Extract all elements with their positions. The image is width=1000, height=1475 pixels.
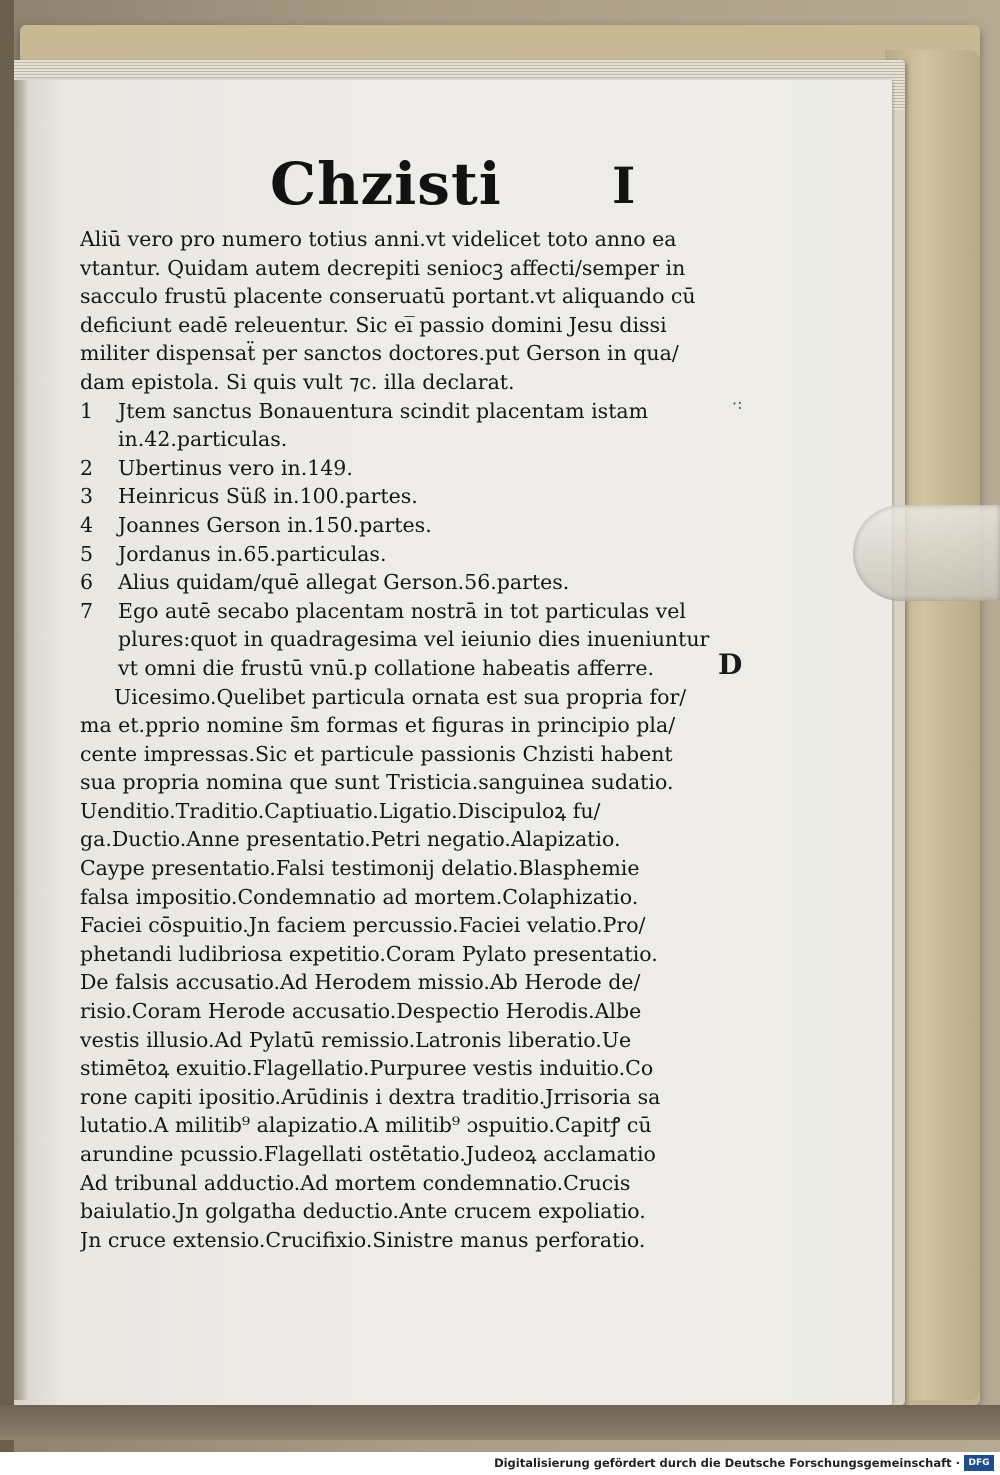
text-line xyxy=(80,482,720,511)
line-text: Jordanus in.65.particulas. xyxy=(118,541,387,566)
text-line xyxy=(80,282,720,311)
line-text: Uenditio.Traditio.Captiuatio.Ligatio.Discipuloꝝ fu/ xyxy=(80,798,601,823)
line-text: sua propria nomina que sunt Tristicia.sanguinea sudatio. xyxy=(80,770,674,795)
line-text: Ubertinus vero in.149. xyxy=(118,455,353,480)
text-line xyxy=(80,1169,720,1198)
text-line xyxy=(80,225,720,254)
text-line xyxy=(80,854,720,883)
footer-bar xyxy=(0,1452,1000,1475)
left-edge xyxy=(0,0,14,1475)
text-line xyxy=(80,997,720,1026)
line-text: Ad tribunal adductio.Ad mortem condemnatio.Crucis xyxy=(80,1170,631,1195)
text-line xyxy=(80,368,720,397)
dfg-logo-icon: DFG xyxy=(964,1455,994,1471)
line-text: vtantur. Quidam autem decrepiti seniocꝫ affecti/semper in xyxy=(80,255,686,280)
line-text: ga.Ductio.Anne presentatio.Petri negatio.Alapizatio. xyxy=(80,827,621,852)
text-line xyxy=(80,940,720,969)
text-line xyxy=(80,968,720,997)
line-text: stimētoꝝ exuitio.Flagellatio.Purpuree vestis induitio.Co xyxy=(80,1056,654,1081)
text-line xyxy=(80,1026,720,1055)
text-line xyxy=(80,1054,720,1083)
text-line xyxy=(80,683,720,712)
text-line xyxy=(80,625,720,654)
text-line xyxy=(80,911,720,940)
line-text: militer dispensaẗ per sanctos doctores.put Gerson in qua/ xyxy=(80,341,679,366)
text-block xyxy=(80,225,720,1254)
line-text: plures:quot in quadragesima vel ieiunio dies inueniuntur xyxy=(118,627,710,652)
signature-mark: I xyxy=(612,156,636,215)
text-line xyxy=(80,597,720,626)
text-line xyxy=(80,540,720,569)
text-line xyxy=(80,425,720,454)
line-text: ma et.pprio nomine s̄m formas et figuras in principio pla/ xyxy=(80,713,676,738)
margin-mark: D xyxy=(718,648,743,681)
text-line xyxy=(80,1197,720,1226)
line-text: sacculo frustū placente conseruatū portant.vt aliquando cū xyxy=(80,284,696,309)
line-text: vt omni die frustū vnū.p collatione habeatis afferre. xyxy=(118,655,654,680)
item-number: 6 xyxy=(80,570,94,595)
line-text: deficiunt eadē releuentur. Sic ei̅ passio domini Jesu dissi xyxy=(80,312,667,337)
text-line xyxy=(80,825,720,854)
item-number: 5 xyxy=(80,541,94,566)
line-text: rone capiti ipositio.Arūdinis i dextra traditio.Jrrisoria sa xyxy=(80,1084,661,1109)
item-number: 4 xyxy=(80,512,94,537)
line-text: Aliū vero pro numero totius anni.vt videlicet toto anno ea xyxy=(80,227,677,251)
text-line xyxy=(80,1083,720,1112)
text-line xyxy=(80,454,720,483)
line-text: Caype presentatio.Falsi testimonij delatio.Blasphemie xyxy=(80,856,640,881)
line-text: Joannes Gerson in.150.partes. xyxy=(118,512,432,537)
line-text: in.42.particulas. xyxy=(118,427,288,452)
text-line xyxy=(80,254,720,283)
line-text: lutatio.A militib⁹ alapizatio.A militib⁹ ɔspuitio.Capitꝭ cū xyxy=(80,1113,652,1138)
line-text: Jn cruce extensio.Crucifixio.Sinistre manus perforatio. xyxy=(80,1227,646,1252)
text-line xyxy=(80,740,720,769)
line-text: Heinricus Süß in.100.partes. xyxy=(118,484,418,509)
line-text: Faciei cōspuitio.Jn faciem percussio.Faciei velatio.Pro/ xyxy=(80,913,646,938)
line-text: Jtem sanctus Bonauentura scindit placentam istam xyxy=(118,398,649,423)
text-line xyxy=(80,768,720,797)
text-line xyxy=(80,568,720,597)
footer-credit: Digitalisierung gefördert durch die Deutsche Forschungsgemeinschaft · xyxy=(494,1456,960,1470)
line-text: baiulatio.Jn golgatha deductio.Ante crucem expoliatio. xyxy=(80,1199,646,1224)
line-text: cente impressas.Sic et particule passionis Chzisti habent xyxy=(80,741,673,766)
text-line xyxy=(80,711,720,740)
line-text: Uicesimo.Quelibet particula ornata est sua propria for/ xyxy=(114,684,687,709)
item-number: 2 xyxy=(80,455,94,480)
text-line xyxy=(80,1226,720,1255)
line-text: vestis illusio.Ad Pylatū remissio.Latronis liberatio.Ue xyxy=(80,1027,632,1052)
line-text: Ego autē secabo placentam nostrā in tot particulas vel xyxy=(118,598,686,623)
text-line xyxy=(80,883,720,912)
line-text: Alius quidam/quē allegat Gerson.56.partes. xyxy=(118,570,570,595)
text-line xyxy=(80,1140,720,1169)
line-text: De falsis accusatio.Ad Herodem missio.Ab Herode de/ xyxy=(80,970,641,995)
text-line xyxy=(80,397,720,426)
text-line xyxy=(80,654,720,683)
line-text: dam epistola. Si quis vult ⁊c. illa declarat. xyxy=(80,369,515,394)
text-line xyxy=(80,1111,720,1140)
line-text: arundine pcussio.Flagellati ostētatio.Judeoꝝ acclamatio xyxy=(80,1142,656,1166)
page-tab-marker xyxy=(853,505,1000,601)
marginal-dots: ·: xyxy=(732,394,743,413)
line-text: falsa impositio.Condemnatio ad mortem.Colaphizatio. xyxy=(80,884,639,909)
item-number: 3 xyxy=(80,484,94,509)
text-line xyxy=(80,311,720,340)
running-head: Chzisti xyxy=(270,150,502,218)
bottom-shadow xyxy=(0,1405,1000,1440)
line-text: risio.Coram Herode accusatio.Despectio Herodis.Albe xyxy=(80,999,642,1024)
text-line xyxy=(80,797,720,826)
text-line xyxy=(80,511,720,540)
item-number: 7 xyxy=(80,598,94,623)
item-number: 1 xyxy=(80,398,94,423)
text-line xyxy=(80,339,720,368)
line-text: phetandi ludibriosa expetitio.Coram Pylato presentatio. xyxy=(80,941,658,966)
